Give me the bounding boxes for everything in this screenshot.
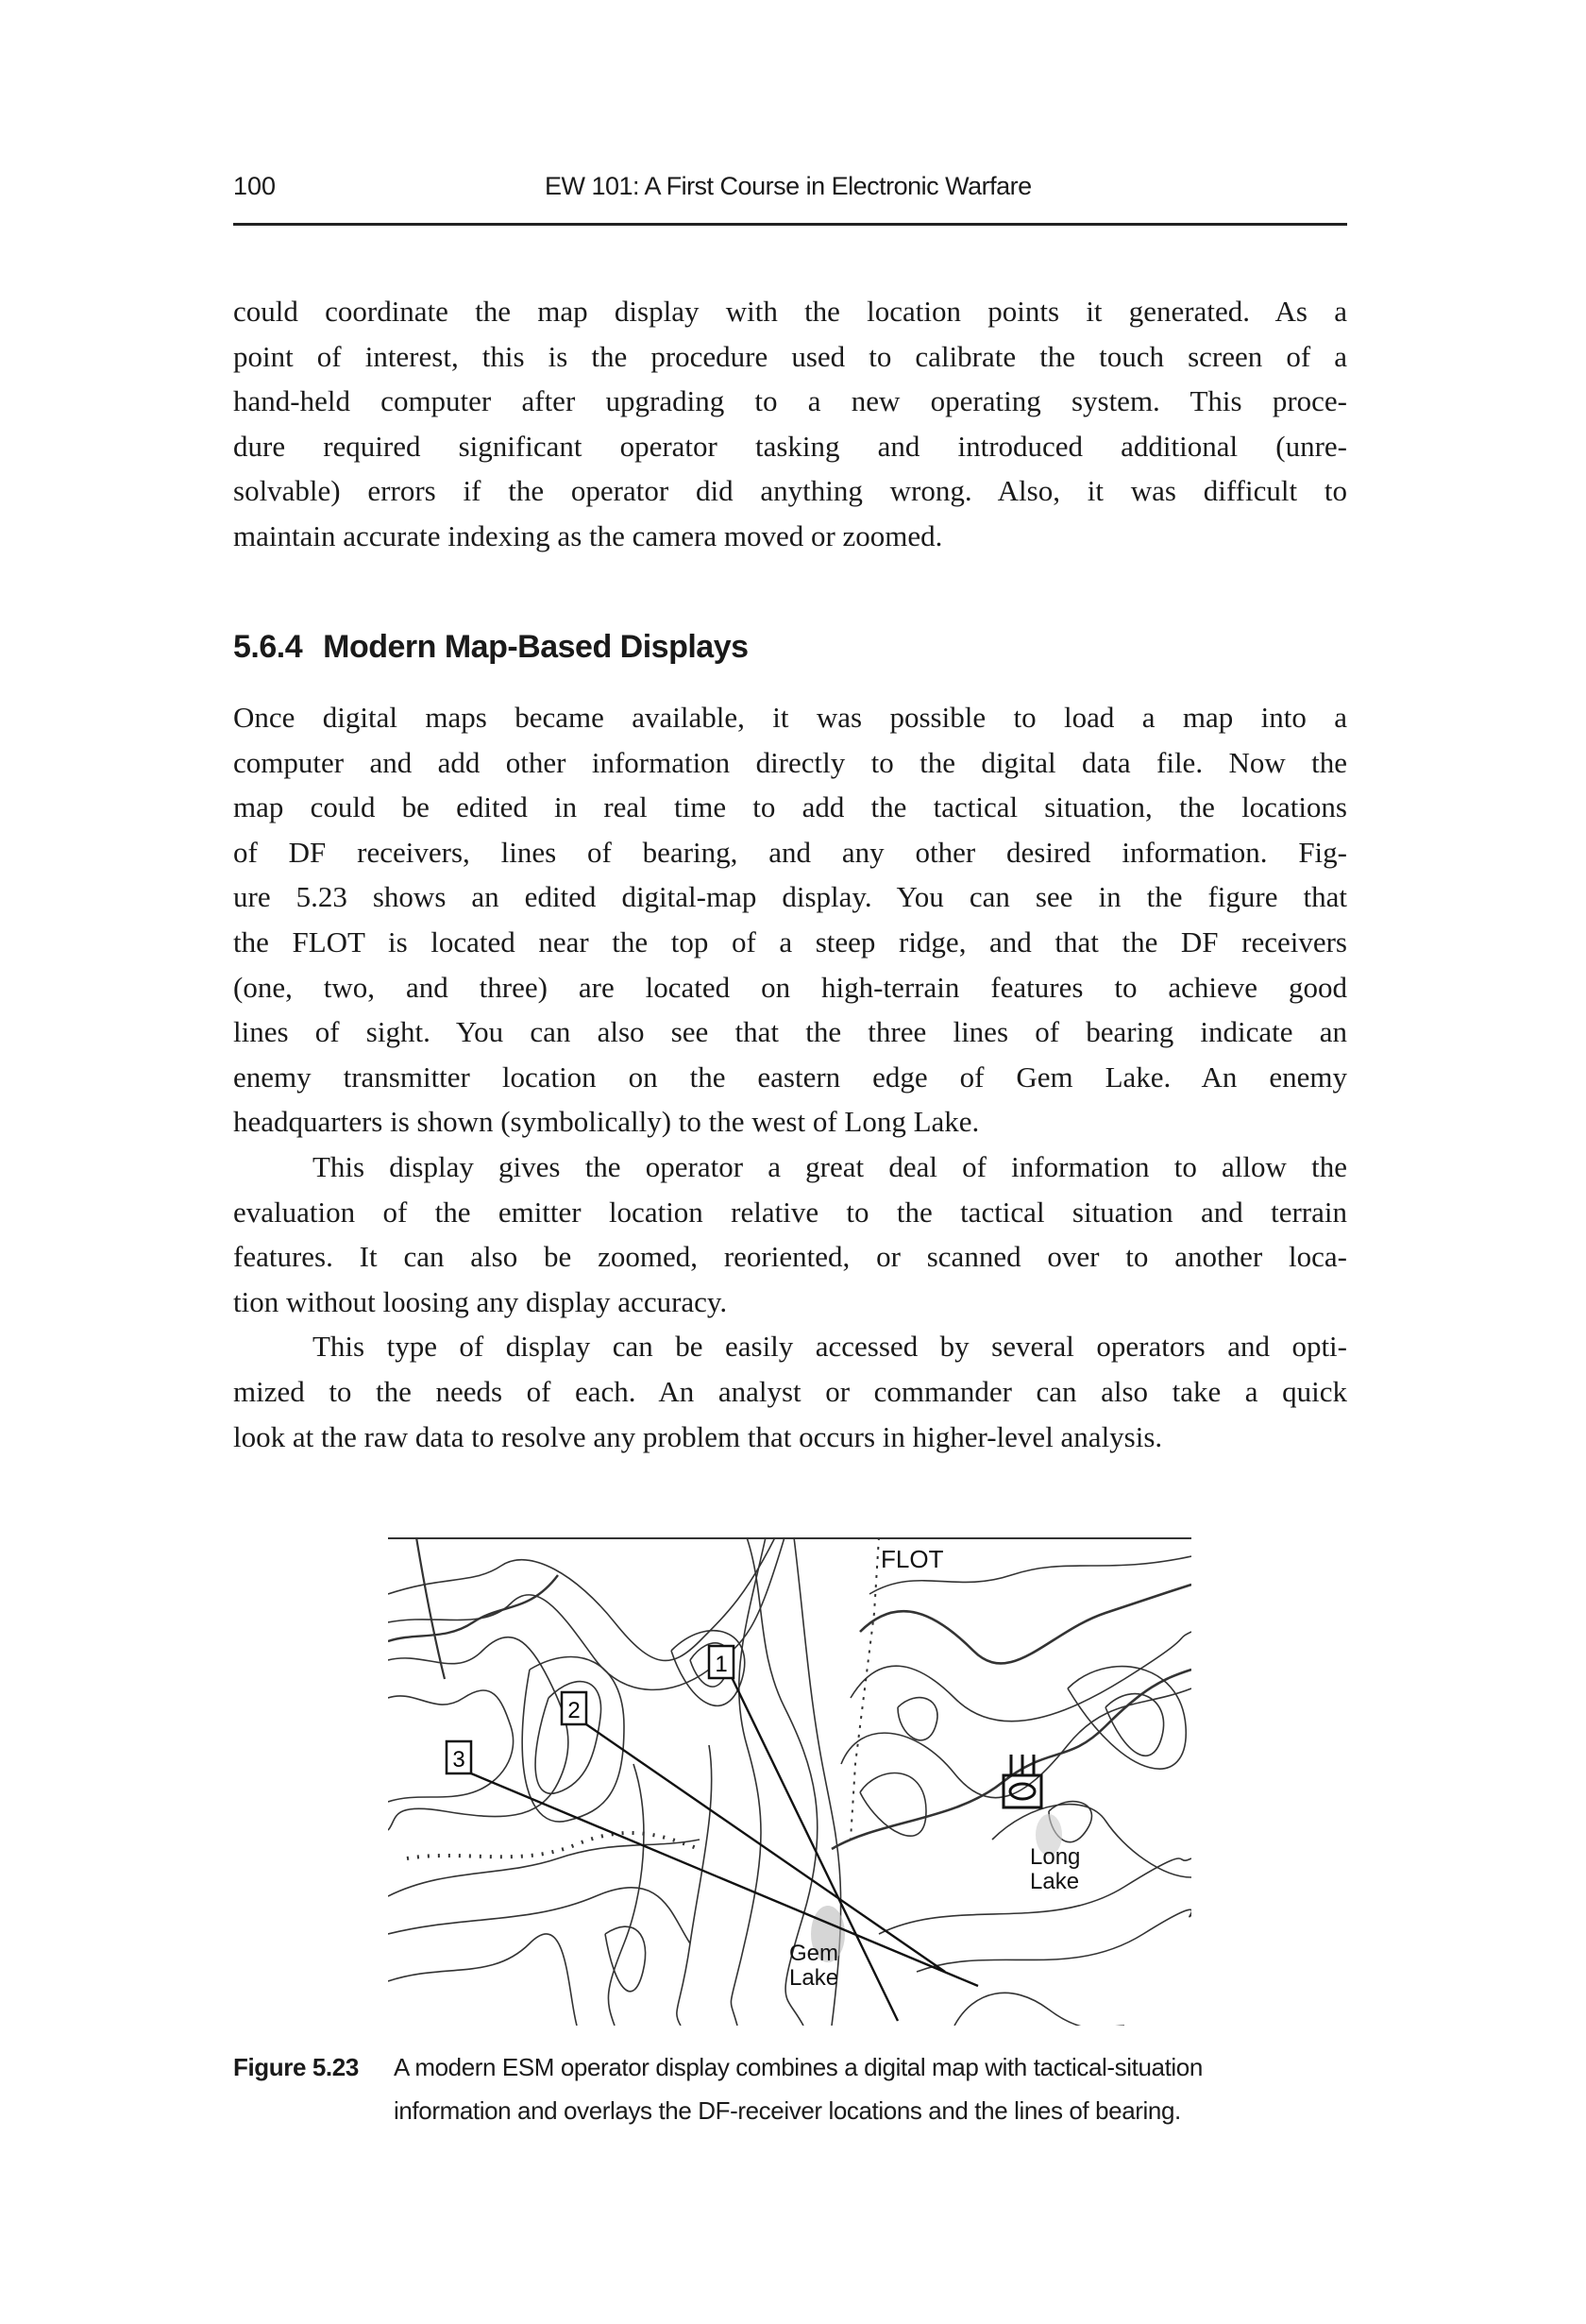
text-line: maintain accurate indexing as the camera moved or zoomed. — [233, 518, 943, 552]
svg-text:1: 1 — [715, 1652, 728, 1677]
section-number: 5.6.4 — [233, 629, 303, 665]
text-line: could coordinate the map display with the location points it generated. As a — [233, 295, 1347, 328]
text-line: This display gives the operator a great deal of information to allow the — [312, 1149, 1347, 1183]
text-line: computer and add other information directly to the digital data file. Now the — [233, 745, 1347, 779]
text-line: tion without loosing any display accuracy. — [233, 1284, 728, 1318]
text-line: enemy transmitter location on the eastern edge of Gem Lake. An enemy — [233, 1060, 1347, 1094]
gem-lake-label-1: Gem — [789, 1941, 839, 1966]
df-receiver-1 — [709, 1646, 734, 1678]
header-rule — [233, 223, 1347, 226]
caption-line: information and overlays the DF-receiver locations and the lines of bearing. — [394, 2096, 1181, 2125]
running-header — [233, 172, 1347, 213]
text-line: Once digital maps became available, it was possible to load a map into a — [233, 701, 1347, 734]
text-line: headquarters is shown (symbolically) to the west of Long Lake. — [233, 1105, 980, 1139]
section-heading — [233, 629, 749, 666]
text-line: (one, two, and three) are located on high-terrain features to achieve good — [233, 970, 1347, 1004]
long-lake-label-2: Lake — [1030, 1869, 1080, 1894]
figure-caption — [233, 2045, 1347, 2132]
df-receiver-2 — [562, 1692, 586, 1724]
svg-text:2: 2 — [567, 1698, 581, 1723]
text-line: features. It can also be zoomed, reoriented, or scanned over to another loca- — [233, 1240, 1347, 1274]
df-receiver-3 — [447, 1741, 471, 1773]
text-line: solvable) errors if the operator did anything wrong. Also, it was difficult to — [233, 474, 1347, 508]
text-line: map could be edited in real time to add the tactical situation, the locations — [233, 790, 1347, 824]
text-line: mized to the needs of each. An analyst or commander can also take a quick — [233, 1374, 1347, 1408]
page-number: 100 — [233, 172, 277, 200]
text-line: the FLOT is located near the top of a steep ridge, and that the DF receivers — [233, 925, 1347, 958]
text-line: ure 5.23 shows an edited digital-map display. You can see in the figure that — [233, 880, 1347, 914]
text-line: look at the raw data to resolve any problem that occurs in higher-level analysis. — [233, 1419, 1163, 1453]
paragraph-2 — [233, 695, 1347, 1459]
text-line: dure required significant operator tasking and introduced additional (unre- — [233, 429, 1347, 463]
paragraph-1 — [233, 289, 1347, 559]
text-line: hand-held computer after upgrading to a new operating system. This proce- — [233, 384, 1347, 418]
text-line: lines of sight. You can also see that the three lines of bearing indicate an — [233, 1015, 1347, 1049]
esm-map-figure — [388, 1537, 1191, 2026]
long-lake-label-1: Long — [1030, 1844, 1081, 1870]
figure-label: Figure 5.23 — [233, 2053, 359, 2081]
section-title: Modern Map-Based Displays — [323, 629, 749, 665]
text-line: evaluation of the emitter location relative to the tactical situation and terrain — [233, 1195, 1347, 1229]
caption-line: A modern ESM operator display combines a digital map with tactical-situation — [394, 2053, 1203, 2081]
text-line: point of interest, this is the procedure used to calibrate the touch screen of a — [233, 339, 1347, 373]
text-line: of DF receivers, lines of bearing, and any other desired information. Fig- — [233, 835, 1347, 869]
svg-text:3: 3 — [452, 1747, 465, 1773]
book-title: EW 101: A First Course in Electronic Warfare — [545, 172, 1032, 200]
text-line: This type of display can be easily accessed by several operators and opti- — [312, 1330, 1347, 1364]
flot-label: FLOT — [881, 1545, 944, 1573]
gem-lake-label-2: Lake — [789, 1965, 839, 1991]
